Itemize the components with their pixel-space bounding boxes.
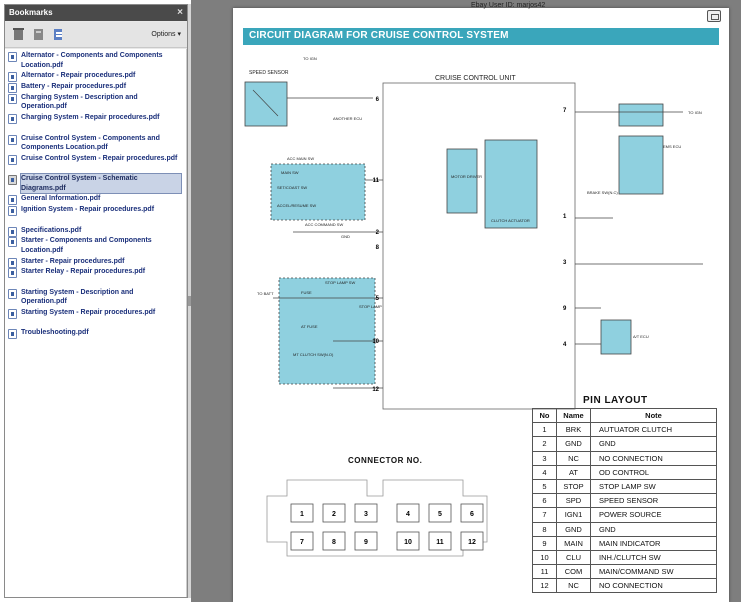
table-cell: 6: [533, 494, 557, 508]
connector-pin-number: 6: [470, 511, 474, 518]
ems-ecu-box-2: [619, 136, 663, 194]
table-cell: GND: [557, 522, 591, 536]
motor-driver-label: MOTOR DRIVER: [451, 174, 483, 179]
pdf-file-icon: [8, 83, 17, 93]
table-cell: NO CONNECTION: [591, 579, 717, 593]
pin-label: 12: [372, 387, 379, 393]
table-cell: MAIN INDICATOR: [591, 536, 717, 550]
bookmark-item[interactable]: [21, 308, 181, 318]
table-cell: POWER SOURCE: [591, 508, 717, 522]
bookmark-label: Cruise Control System - Components and Components Location.pdf: [21, 134, 160, 151]
main-sw-label: MAIN SW: [281, 170, 299, 175]
connector-pin-number: 1: [300, 511, 304, 518]
table-row: [533, 423, 717, 437]
clutch-actuator-label: CLUTCH ACTUATOR: [491, 218, 530, 223]
table-cell: NC: [557, 451, 591, 465]
pdf-file-icon: [8, 195, 17, 205]
connector-pin-number: 2: [332, 511, 336, 518]
connector-pin-number: 4: [406, 511, 410, 518]
connector-pin-number: 5: [438, 511, 442, 518]
table-header: Note: [591, 409, 717, 423]
bookmark-label: Ignition System - Repair procedures.pdf: [21, 206, 155, 214]
set-coast-label: SET/COAST SW: [277, 185, 308, 190]
page-user-id: Ebay User ID: marjos42: [471, 2, 546, 9]
delete-bookmark-icon[interactable]: [13, 28, 24, 41]
at-ecu-box: [601, 320, 631, 354]
acc-command-label: ACC COMMAND SW: [305, 222, 344, 227]
bookmark-item[interactable]: [21, 236, 181, 255]
pin-label: 6: [375, 97, 379, 103]
bookmark-item[interactable]: [21, 267, 181, 277]
bookmark-label: Alternator - Components and Components Location.pdf: [21, 52, 163, 69]
connector-pin-number: 3: [364, 511, 368, 518]
table-header-row: [533, 409, 717, 423]
table-cell: 3: [533, 451, 557, 465]
table-cell: OD CONTROL: [591, 465, 717, 479]
pdf-file-icon: [8, 268, 17, 278]
expand-bookmark-icon[interactable]: [53, 28, 64, 41]
acc-main-sw-label: ACC MAIN SW: [287, 156, 315, 161]
pdf-file-icon: [8, 329, 17, 339]
connector-title: CONNECTOR NO.: [348, 456, 423, 465]
bookmarks-panel: [4, 4, 188, 598]
table-cell: IGN1: [557, 508, 591, 522]
connector-cells: [291, 504, 483, 550]
pdf-file-icon: [8, 175, 17, 185]
bookmark-item[interactable]: [21, 257, 181, 267]
table-cell: 11: [533, 565, 557, 579]
bookmark-item[interactable]: [21, 174, 181, 193]
bookmark-label: Starting System - Repair procedures.pdf: [21, 309, 156, 316]
bookmark-item[interactable]: [21, 194, 181, 204]
connector-pin-number: 7: [300, 539, 304, 546]
close-icon[interactable]: ×: [177, 7, 183, 18]
table-header: Name: [557, 409, 591, 423]
table-cell: NO CONNECTION: [591, 451, 717, 465]
gnd-label: GND: [341, 234, 350, 239]
accel-resume-label: ACCEL/RESUME SW: [277, 203, 317, 208]
table-row: [533, 550, 717, 564]
bookmarks-header: [5, 5, 187, 21]
table-cell: NC: [557, 579, 591, 593]
pin-layout-table: [532, 408, 717, 593]
table-cell: 12: [533, 579, 557, 593]
table-cell: 5: [533, 479, 557, 493]
table-row: [533, 522, 717, 536]
to-batt-label: TO BATT: [257, 291, 274, 296]
table-row: [533, 437, 717, 451]
table-row: [533, 479, 717, 493]
table-cell: COM: [557, 565, 591, 579]
pin-layout-title: PIN LAYOUT: [583, 395, 648, 406]
connector-pin-number: 11: [436, 539, 444, 546]
table-cell: MAIN/COMMAND SW: [591, 565, 717, 579]
pin-label: 7: [563, 108, 567, 114]
table-header: No: [533, 409, 557, 423]
table-cell: AUTUATOR CLUTCH: [591, 423, 717, 437]
pdf-file-icon: [8, 206, 17, 216]
page-title: CIRCUIT DIAGRAM FOR CRUISE CONTROL SYSTEM: [249, 30, 509, 41]
table-cell: 2: [533, 437, 557, 451]
control-unit-frame: [383, 83, 575, 409]
ems-ecu-box: [619, 104, 663, 126]
fuse-label: FUSE: [301, 290, 312, 295]
table-cell: 7: [533, 508, 557, 522]
pin-label: 1: [563, 214, 567, 220]
pdf-page: [233, 2, 729, 602]
bookmark-item[interactable]: [21, 82, 181, 92]
table-cell: STOP: [557, 479, 591, 493]
pin-label: 8: [375, 245, 379, 251]
table-cell: SPEED SENSOR: [591, 494, 717, 508]
pdf-file-icon: [8, 114, 17, 124]
bookmark-label: Charging System - Repair procedures.pdf: [21, 114, 160, 122]
bookmark-label: Troubleshooting.pdf: [21, 329, 89, 337]
table-cell: 8: [533, 522, 557, 536]
new-bookmark-icon[interactable]: [33, 28, 44, 41]
bookmark-label: Battery - Repair procedures.pdf: [21, 83, 127, 91]
table-cell: 1: [533, 423, 557, 437]
unit-label: CRUISE CONTROL UNIT: [435, 75, 516, 82]
to-ign-label: TO IGN: [303, 56, 317, 61]
pin-label: 3: [563, 260, 567, 266]
bookmark-label: Charging System - Description and Operation.pdf: [21, 93, 138, 111]
table-row: [533, 536, 717, 550]
table-cell: INH./CLUTCH SW: [591, 550, 717, 564]
bookmark-label: General Information.pdf: [21, 195, 101, 203]
table-cell: 9: [533, 536, 557, 550]
speed-sensor-label: SPEED SENSOR: [249, 70, 289, 76]
document-viewer[interactable]: [191, 0, 741, 602]
bookmark-label: Starter Relay - Repair procedures.pdf: [21, 268, 146, 276]
table-cell: AT: [557, 465, 591, 479]
table-row: [533, 451, 717, 465]
table-cell: 10: [533, 550, 557, 564]
pdf-file-icon: [8, 237, 17, 247]
bookmark-item[interactable]: [21, 71, 181, 81]
table-cell: SPD: [557, 494, 591, 508]
brake-sw-label: BRAKE SW(N.C): [587, 190, 618, 195]
pdf-file-icon: [8, 227, 17, 237]
stop-lamp-sw-label: STOP LAMP SW: [325, 280, 356, 285]
bookmark-item[interactable]: [21, 226, 181, 236]
at-ecu-label: A/T ECU: [633, 334, 649, 339]
stop-lamp-label: STOP LAMP: [359, 304, 382, 309]
to-ign-right-label: TO IGN: [688, 110, 702, 115]
connector-pin-number: 8: [332, 539, 336, 546]
pdf-file-icon: [8, 289, 17, 299]
table-row: [533, 465, 717, 479]
at-fuse-label: AT FUSE: [301, 324, 318, 329]
bookmark-item[interactable]: [21, 51, 181, 70]
bookmarks-title: Bookmarks: [9, 8, 53, 17]
pdf-file-icon: [8, 135, 17, 145]
bookmark-item[interactable]: [21, 154, 181, 164]
connector-pin-number: 9: [364, 539, 368, 546]
pdf-file-icon: [8, 72, 17, 82]
table-cell: CLU: [557, 550, 591, 564]
bookmark-item[interactable]: [21, 288, 181, 307]
bookmark-label: Alternator - Repair procedures.pdf: [21, 72, 136, 80]
pin-label: 2: [375, 230, 379, 236]
clutch-actuator-box: [485, 140, 537, 228]
motor-driver-box: [447, 149, 477, 213]
pin-label: 10: [372, 339, 379, 345]
table-cell: GND: [557, 437, 591, 451]
connector-pin-number: 10: [404, 539, 412, 546]
bookmark-label: Starter - Components and Components Location.pdf: [21, 237, 152, 254]
table-cell: BRK: [557, 423, 591, 437]
pdf-file-icon: [8, 258, 17, 268]
bookmark-item[interactable]: [21, 328, 181, 338]
bookmark-label: Starting System - Description and Operation.pdf: [21, 288, 134, 306]
table-cell: GND: [591, 522, 717, 536]
clutch-sw-label: MT CLUTCH SW(N.O): [293, 352, 334, 357]
bookmark-label: Starter - Repair procedures.pdf: [21, 257, 125, 265]
bookmark-item[interactable]: [21, 134, 181, 153]
table-row: [533, 494, 717, 508]
pdf-file-icon: [8, 94, 17, 104]
another-ecu-label: ANOTHER ECU: [333, 116, 363, 121]
table-row: [533, 508, 717, 522]
bookmarks-toolbar: [5, 22, 187, 48]
table-cell: 4: [533, 465, 557, 479]
table-cell: MAIN: [557, 536, 591, 550]
bookmark-label: Specifications.pdf: [21, 226, 82, 234]
pin-label: 5: [375, 296, 379, 302]
table-row: [533, 565, 717, 579]
connector-pin-number: 12: [468, 539, 476, 546]
bookmark-item[interactable]: [21, 93, 181, 112]
pdf-file-icon: [8, 52, 17, 62]
table-cell: STOP LAMP SW: [591, 479, 717, 493]
bookmarks-list: [5, 49, 187, 597]
pdf-file-icon: [8, 309, 17, 319]
pdf-file-icon: [8, 155, 17, 165]
bookmark-item[interactable]: [21, 205, 181, 215]
ems-ecu-label: EMS ECU: [663, 144, 682, 149]
table-cell: GND: [591, 437, 717, 451]
table-row: [533, 579, 717, 593]
bookmark-item[interactable]: [21, 113, 181, 123]
options-menu-button[interactable]: Options ▾: [151, 31, 181, 38]
stop-lamp-block: [279, 278, 375, 384]
bookmark-label: Cruise Control System - Repair procedures.pdf: [21, 154, 178, 162]
pin-label: 9: [563, 306, 567, 312]
bookmark-label: Cruise Control System - Schematic Diagrams.pdf: [21, 174, 181, 193]
pin-label: 4: [563, 342, 567, 348]
pin-label: 11: [372, 178, 379, 184]
